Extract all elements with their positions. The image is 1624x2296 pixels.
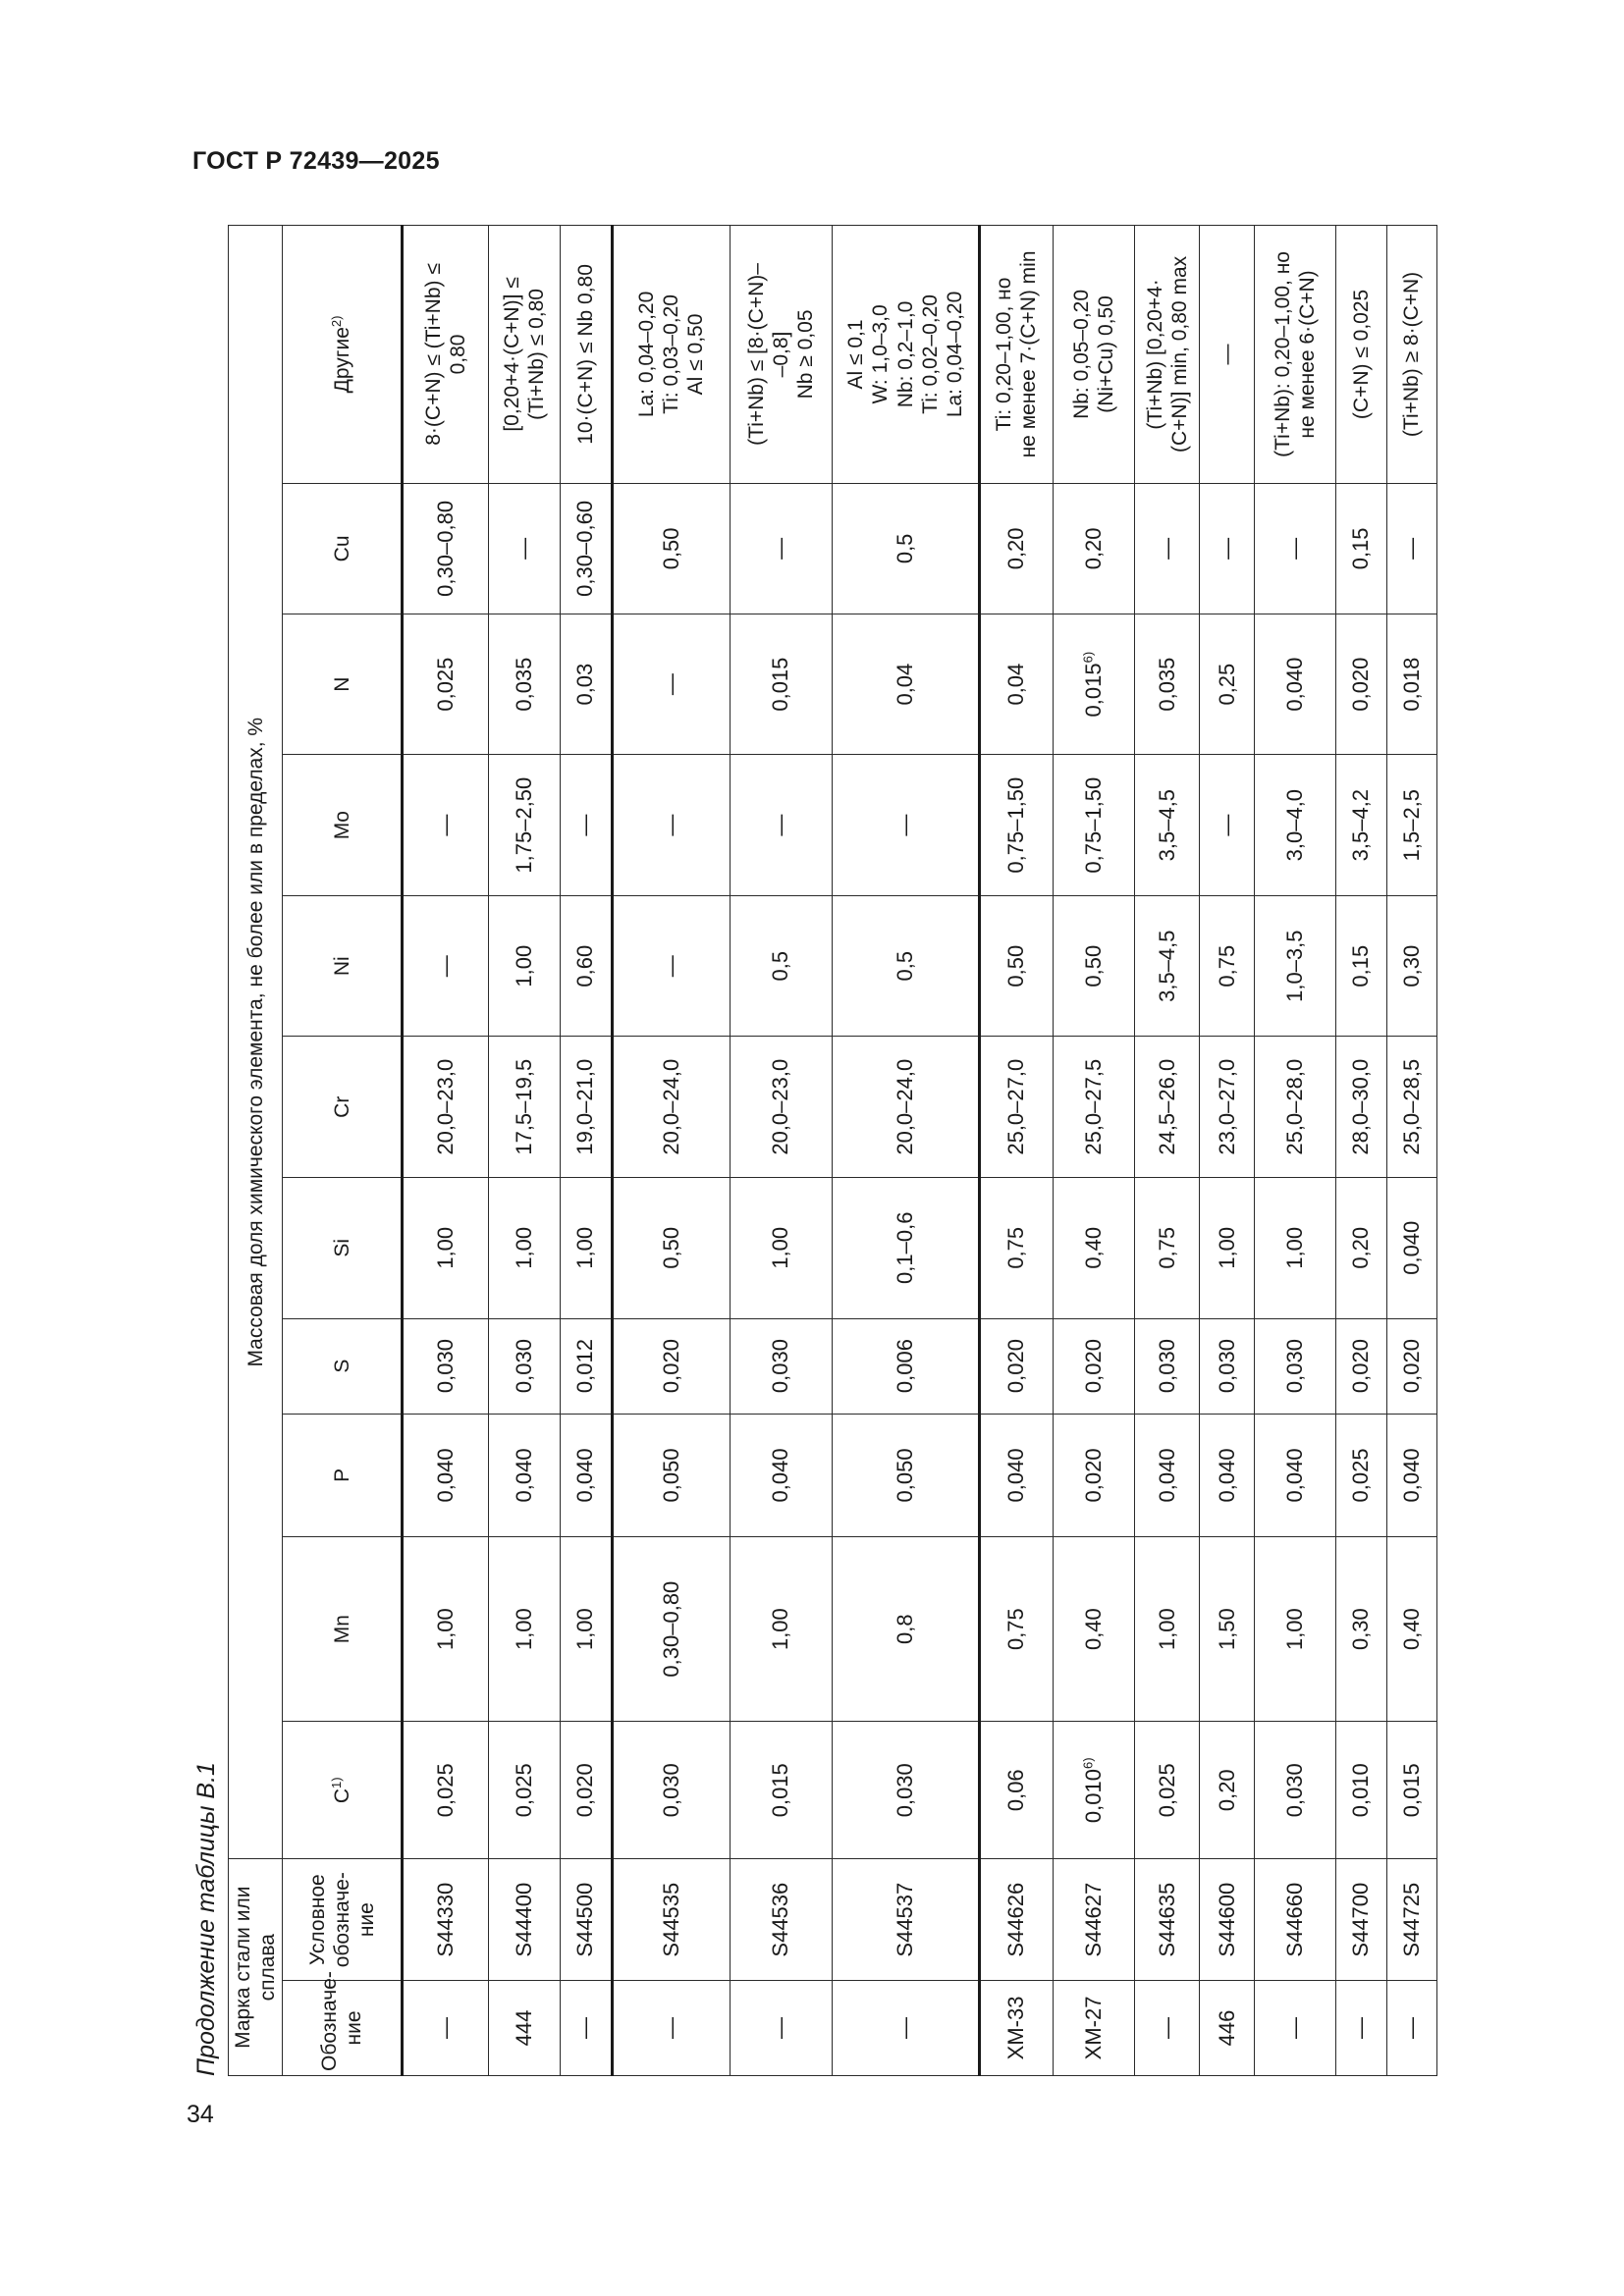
cell-si: 1,00 — [488, 1177, 560, 1318]
cell-mo: — — [560, 755, 612, 896]
cell-designation: — — [403, 1980, 489, 2075]
cell-other: La: 0,04–0,20 Ti: 0,03–0,20 Al ≤ 0,50 — [613, 226, 731, 484]
cell-cu: 0,50 — [613, 483, 731, 614]
cell-cr: 25,0–28,5 — [1386, 1037, 1436, 1178]
cell-cu: — — [488, 483, 560, 614]
cell-si: 0,75 — [980, 1177, 1054, 1318]
cell-p: 0,040 — [488, 1414, 560, 1537]
cell-cr: 19,0–21,0 — [560, 1037, 612, 1178]
cell-p: 0,040 — [1200, 1414, 1255, 1537]
cell-s: 0,030 — [730, 1318, 833, 1414]
cell-c: 0,015 — [730, 1722, 833, 1859]
cell-mn: 1,50 — [1200, 1537, 1255, 1722]
cell-designation: — — [1255, 1980, 1336, 2075]
cell-si: 1,00 — [730, 1177, 833, 1318]
header-mn: Mn — [283, 1537, 403, 1722]
cell-conventional: S44725 — [1386, 1859, 1436, 1980]
cell-mo: 3,5–4,2 — [1336, 755, 1386, 896]
header-ni: Ni — [283, 895, 403, 1037]
cell-mo: — — [613, 755, 731, 896]
cell-ni: 1,00 — [488, 895, 560, 1037]
cell-n: 0,035 — [488, 614, 560, 755]
cell-ni: 0,50 — [1053, 895, 1134, 1037]
header-mass-fraction-group: Массовая доля химического элемента, не более или в пределах, % — [229, 226, 283, 1859]
cell-mo: 0,75–1,50 — [1053, 755, 1134, 896]
cell-cu: 0,30–0,60 — [560, 483, 612, 614]
header-s: S — [283, 1318, 403, 1414]
cell-cu: 0,5 — [833, 483, 980, 614]
cell-mo: 1,75–2,50 — [488, 755, 560, 896]
cell-mo: — — [833, 755, 980, 896]
cell-conventional: S44626 — [980, 1859, 1054, 1980]
cell-s: 0,030 — [403, 1318, 489, 1414]
cell-mo: 1,5–2,5 — [1386, 755, 1436, 896]
cell-cu: — — [1135, 483, 1200, 614]
cell-n: 0,04 — [980, 614, 1054, 755]
header-conventional: Условное обозначе- ние — [283, 1859, 403, 1980]
cell-mn: 0,30 — [1336, 1537, 1386, 1722]
header-mo: Mo — [283, 755, 403, 896]
cell-cr: 17,5–19,5 — [488, 1037, 560, 1178]
header-c: $C^{1)}$ — [283, 1722, 403, 1859]
page-number: 34 — [187, 2101, 214, 2128]
cell-c: 0,015 — [1386, 1722, 1436, 1859]
cell-conventional: S44660 — [1255, 1859, 1336, 1980]
cell-si: 0,50 — [613, 1177, 731, 1318]
cell-other: 8·(C+N) ≤ (Ti+Nb) ≤ 0,80 — [403, 226, 489, 484]
cell-p: 0,040 — [560, 1414, 612, 1537]
cell-n: 0,025 — [403, 614, 489, 755]
cell-other: (Ti+Nb) [0,20+4· (C+N)] min, 0,80 max — [1135, 226, 1200, 484]
cell-cr: 24,5–26,0 — [1135, 1037, 1200, 1178]
cell-other: Al ≤ 0,1 W: 1,0–3,0 Nb: 0,2–1,0 Ti: 0,02–0,20 La: 0,04–0,20 — [833, 226, 980, 484]
cell-mo: — — [403, 755, 489, 896]
cell-conventional: S44700 — [1336, 1859, 1386, 1980]
cell-mo: — — [1200, 755, 1255, 896]
cell-si: 1,00 — [1200, 1177, 1255, 1318]
cell-mn: 0,75 — [980, 1537, 1054, 1722]
table-row — [1200, 226, 1255, 2076]
cell-ni: — — [613, 895, 731, 1037]
cell-other: (Ti+Nb) ≥ 8·(C+N) — [1386, 226, 1436, 484]
cell-mn: 0,30–0,80 — [613, 1537, 731, 1722]
cell-cr: 25,0–28,0 — [1255, 1037, 1336, 1178]
cell-other: — — [1200, 226, 1255, 484]
cell-c: 0,025 — [403, 1722, 489, 1859]
cell-designation: 446 — [1200, 1980, 1255, 2075]
cell-ni: 0,50 — [980, 895, 1054, 1037]
cell-s: 0,020 — [613, 1318, 731, 1414]
cell-n: — — [613, 614, 731, 755]
cell-p: 0,040 — [1135, 1414, 1200, 1537]
cell-c: 0,030 — [613, 1722, 731, 1859]
table-row — [833, 226, 980, 2076]
cell-conventional: S44537 — [833, 1859, 980, 1980]
header-other: Другие$^{2)}$ — [283, 226, 403, 484]
table-row — [1386, 226, 1436, 2076]
cell-c: 0,010$^{6)}$ — [1053, 1722, 1134, 1859]
cell-conventional: S44627 — [1053, 1859, 1134, 1980]
table-row — [403, 226, 489, 2076]
cell-n: 0,25 — [1200, 614, 1255, 755]
cell-mn: 1,00 — [730, 1537, 833, 1722]
cell-si: 1,00 — [560, 1177, 612, 1318]
cell-conventional: S44535 — [613, 1859, 731, 1980]
cell-c: 0,025 — [488, 1722, 560, 1859]
cell-conventional: S44330 — [403, 1859, 489, 1980]
table-row — [1053, 226, 1134, 2076]
cell-mn: 1,00 — [403, 1537, 489, 1722]
cell-designation: XM-33 — [980, 1980, 1054, 2075]
cell-mn: 0,8 — [833, 1537, 980, 1722]
cell-mo: 3,5–4,5 — [1135, 755, 1200, 896]
cell-s: 0,020 — [1386, 1318, 1436, 1414]
cell-ni: 0,5 — [833, 895, 980, 1037]
cell-n: 0,04 — [833, 614, 980, 755]
table-row — [560, 226, 612, 2076]
cell-cu: — — [1255, 483, 1336, 614]
cell-cu: — — [1386, 483, 1436, 614]
header-cu: Cu — [283, 483, 403, 614]
cell-s: 0,012 — [560, 1318, 612, 1414]
header-cr: Cr — [283, 1037, 403, 1178]
cell-cu: — — [1200, 483, 1255, 614]
cell-designation: — — [560, 1980, 612, 2075]
cell-conventional: S44600 — [1200, 1859, 1255, 1980]
cell-p: 0,025 — [1336, 1414, 1386, 1537]
cell-mo: 0,75–1,50 — [980, 755, 1054, 896]
cell-si: 0,40 — [1053, 1177, 1134, 1318]
cell-cr: 20,0–24,0 — [613, 1037, 731, 1178]
cell-cu: 0,30–0,80 — [403, 483, 489, 614]
cell-p: 0,050 — [833, 1414, 980, 1537]
cell-mn: 1,00 — [560, 1537, 612, 1722]
cell-s: 0,020 — [980, 1318, 1054, 1414]
cell-n: 0,015 — [730, 614, 833, 755]
cell-c: 0,020 — [560, 1722, 612, 1859]
cell-c: 0,010 — [1336, 1722, 1386, 1859]
cell-c: 0,025 — [1135, 1722, 1200, 1859]
cell-designation: — — [1135, 1980, 1200, 2075]
header-designation: Обозначе- ние — [283, 1980, 403, 2075]
cell-p: 0,040 — [1386, 1414, 1436, 1537]
table-row — [1135, 226, 1200, 2076]
cell-n: 0,035 — [1135, 614, 1200, 755]
cell-cr: 25,0–27,5 — [1053, 1037, 1134, 1178]
cell-cu: 0,20 — [980, 483, 1054, 614]
cell-designation: — — [1336, 1980, 1386, 2075]
cell-ni: 0,5 — [730, 895, 833, 1037]
cell-s: 0,030 — [1255, 1318, 1336, 1414]
cell-other: Ti: 0,20–1,00, но не менее 7·(C+N) min — [980, 226, 1054, 484]
header-si: Si — [283, 1177, 403, 1318]
cell-p: 0,020 — [1053, 1414, 1134, 1537]
cell-cu: 0,20 — [1053, 483, 1134, 614]
cell-p: 0,040 — [730, 1414, 833, 1537]
cell-mn: 1,00 — [1135, 1537, 1200, 1722]
cell-cr: 25,0–27,0 — [980, 1037, 1054, 1178]
cell-si: 1,00 — [403, 1177, 489, 1318]
cell-ni: 1,0–3,5 — [1255, 895, 1336, 1037]
cell-cr: 28,0–30,0 — [1336, 1037, 1386, 1178]
cell-si: 1,00 — [1255, 1177, 1336, 1318]
cell-ni: — — [403, 895, 489, 1037]
cell-designation: 444 — [488, 1980, 560, 2075]
cell-p: 0,040 — [403, 1414, 489, 1537]
cell-designation: — — [730, 1980, 833, 2075]
cell-c: 0,06 — [980, 1722, 1054, 1859]
cell-cr: 20,0–24,0 — [833, 1037, 980, 1178]
cell-s: 0,030 — [1135, 1318, 1200, 1414]
document-header: ГОСТ Р 72439—2025 — [192, 147, 440, 175]
cell-ni: 0,75 — [1200, 895, 1255, 1037]
rotated-table-wrapper — [228, 225, 1437, 2076]
table-row — [980, 226, 1054, 2076]
cell-si: 0,20 — [1336, 1177, 1386, 1318]
cell-s: 0,030 — [488, 1318, 560, 1414]
cell-cr: 20,0–23,0 — [730, 1037, 833, 1178]
cell-conventional: S44635 — [1135, 1859, 1200, 1980]
cell-other: (Ti+Nb) ≤ [8·(C+N)– –0,8] Nb ≥ 0,05 — [730, 226, 833, 484]
cell-other: (Ti+Nb): 0,20–1,00, но не менее 6·(C+N) — [1255, 226, 1336, 484]
table-body — [403, 226, 1437, 2076]
table-row — [1336, 226, 1386, 2076]
cell-s: 0,020 — [1336, 1318, 1386, 1414]
cell-cr: 23,0–27,0 — [1200, 1037, 1255, 1178]
cell-ni: 3,5–4,5 — [1135, 895, 1200, 1037]
cell-s: 0,006 — [833, 1318, 980, 1414]
table-caption: Продолжение таблицы В.1 — [192, 1762, 220, 2076]
table-row — [613, 226, 731, 2076]
cell-cu: 0,15 — [1336, 483, 1386, 614]
cell-ni: 0,60 — [560, 895, 612, 1037]
cell-ni: 0,30 — [1386, 895, 1436, 1037]
cell-designation: XM-27 — [1053, 1980, 1134, 2075]
header-n: N — [283, 614, 403, 755]
cell-designation: — — [1386, 1980, 1436, 2075]
cell-cr: 20,0–23,0 — [403, 1037, 489, 1178]
cell-n: 0,018 — [1386, 614, 1436, 755]
cell-c: 0,030 — [1255, 1722, 1336, 1859]
cell-n: 0,015$^{6)}$ — [1053, 614, 1134, 755]
cell-mo: 3,0–4,0 — [1255, 755, 1336, 896]
header-p: P — [283, 1414, 403, 1537]
cell-mn: 1,00 — [1255, 1537, 1336, 1722]
chemical-composition-table — [228, 225, 1437, 2076]
table-row — [1255, 226, 1336, 2076]
cell-other: 10·(C+N) ≤ Nb 0,80 — [560, 226, 612, 484]
cell-other: [0,20+4·(C+N)] ≤ (Ti+Nb) ≤ 0,80 — [488, 226, 560, 484]
cell-n: 0,020 — [1336, 614, 1386, 755]
cell-n: 0,040 — [1255, 614, 1336, 755]
cell-p: 0,050 — [613, 1414, 731, 1537]
table-row — [730, 226, 833, 2076]
cell-other: (C+N) ≤ 0,025 — [1336, 226, 1386, 484]
cell-mo: — — [730, 755, 833, 896]
cell-p: 0,040 — [1255, 1414, 1336, 1537]
cell-conventional: S44400 — [488, 1859, 560, 1980]
cell-si: 0,75 — [1135, 1177, 1200, 1318]
table-row — [488, 226, 560, 2076]
header-grade-group: Марка стали или сплава — [229, 1859, 283, 2076]
cell-conventional: S44500 — [560, 1859, 612, 1980]
cell-s: 0,030 — [1200, 1318, 1255, 1414]
cell-cu: — — [730, 483, 833, 614]
cell-mn: 0,40 — [1053, 1537, 1134, 1722]
cell-designation: — — [833, 1980, 980, 2075]
cell-mn: 1,00 — [488, 1537, 560, 1722]
cell-si: 0,040 — [1386, 1177, 1436, 1318]
cell-c: 0,030 — [833, 1722, 980, 1859]
cell-ni: 0,15 — [1336, 895, 1386, 1037]
cell-other: Nb: 0,05–0,20 (Ni+Cu) 0,50 — [1053, 226, 1134, 484]
cell-designation: — — [613, 1980, 731, 2075]
cell-si: 0,1–0,6 — [833, 1177, 980, 1318]
cell-c: 0,20 — [1200, 1722, 1255, 1859]
cell-p: 0,040 — [980, 1414, 1054, 1537]
cell-n: 0,03 — [560, 614, 612, 755]
cell-s: 0,020 — [1053, 1318, 1134, 1414]
cell-mn: 0,40 — [1386, 1537, 1436, 1722]
cell-conventional: S44536 — [730, 1859, 833, 1980]
